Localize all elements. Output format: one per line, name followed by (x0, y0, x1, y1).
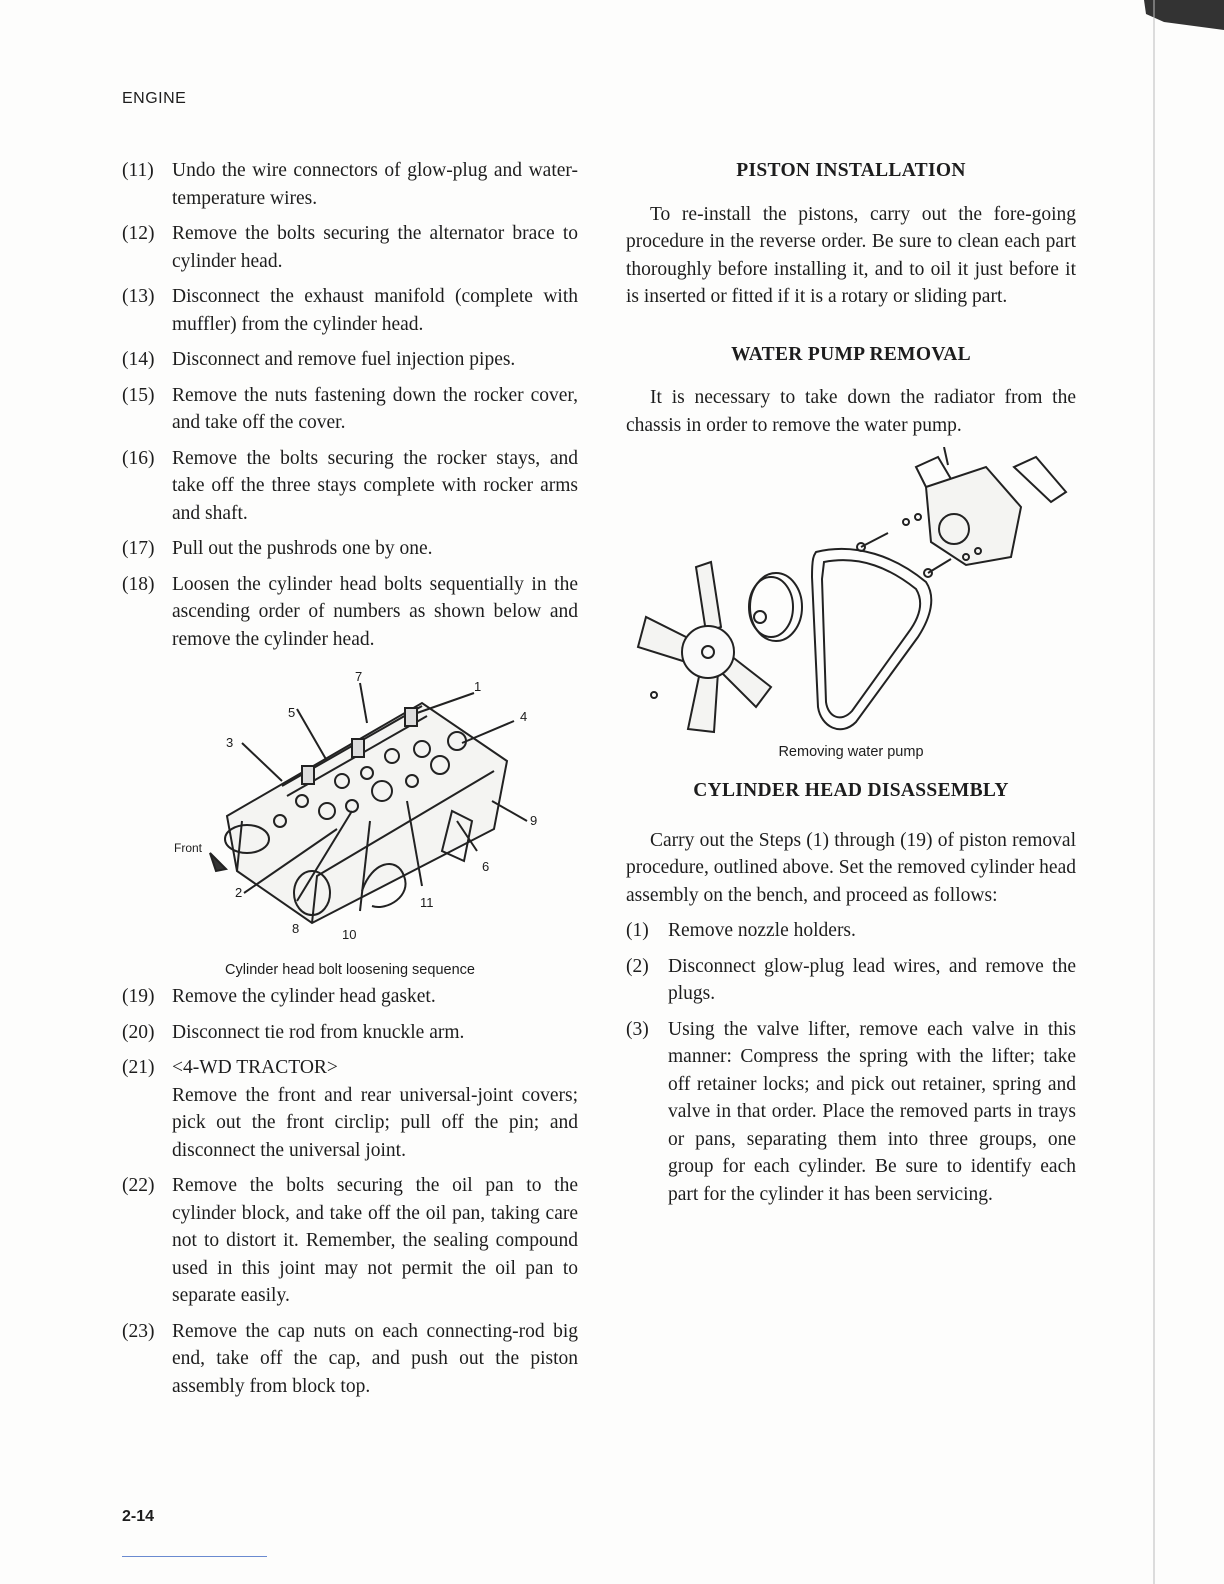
disassembly-steps-list (626, 917, 1076, 1208)
section-header: ENGINE (122, 90, 187, 107)
disassembly-step-2: (2) Disconnect glow-plug lead wires, and remove the plugs. (626, 955, 1076, 1004)
callout-1: 1 (474, 679, 482, 694)
right-column (626, 157, 1076, 1216)
water-pump-caption: Removing water pump (778, 744, 924, 760)
step-18: (18) Loosen the cylinder head bolts sequentially in the ascending order of numbers as shown below and remove the cylinder head. (122, 573, 578, 650)
step-11: (11) Undo the wire connectors of glow-plug and water-temperature wires. (122, 160, 578, 209)
step-21: (21) <4-WD TRACTOR> Remove the front and rear universal-joint covers; pick out the front circlip; pull off the pin; and disconnect the universal joint. (122, 1057, 578, 1161)
water-pump-figure (626, 439, 1076, 769)
water-pump-text: It is necessary to take down the radiator from the chassis in order to remove the water pump. (626, 387, 1076, 436)
step-12: (12) Remove the bolts securing the alternator brace to cylinder head. (122, 223, 578, 272)
step-23: (23) Remove the cap nuts on each connecting-rod big end, take off the cap, and push out the piston assembly from block top. (122, 1320, 578, 1397)
water-pump-heading: WATER PUMP REMOVAL (731, 343, 971, 365)
steps-after-list (122, 983, 578, 1400)
step-20: (20) Disconnect tie rod from knuckle arm. (122, 1021, 465, 1043)
water-pump-diagram (626, 447, 1076, 737)
disassembly-step-1: (1) Remove nozzle holders. (626, 920, 856, 941)
piston-installation-text: To re-install the pistons, carry out the fore-going procedure in the reverse order. Be sure to clean each part thoroughly before installing it, and to oil it just before it is inserted or fitted if it is a rotary or sliding part. (626, 203, 1076, 307)
cylinder-head-caption: Cylinder head bolt loosening sequence (225, 962, 475, 978)
steps-before-list (122, 157, 578, 653)
page-number: 2-14 (122, 1508, 155, 1525)
callout-11: 11 (420, 895, 434, 910)
step-17: (17) Pull out the pushrods one by one. (122, 538, 433, 559)
cylinder-head-disassembly-text: Carry out the Steps (1) through (19) of piston removal procedure, outlined above. Set the removed cylinder head assembly on the bench, and proceed as follows: (626, 829, 1076, 906)
callout-3: 3 (226, 735, 234, 750)
step-13: (13) Disconnect the exhaust manifold (complete with muffler) from the cylinder head. (122, 286, 578, 335)
callout-5: 5 (288, 705, 296, 720)
cylinder-head-diagram (122, 661, 578, 951)
callout-6: 6 (482, 859, 490, 874)
front-label: Front (174, 841, 203, 855)
callout-9: 9 (530, 813, 538, 828)
step-15: (15) Remove the nuts fastening down the rocker cover, and take off the cover. (122, 384, 578, 433)
callout-8: 8 (292, 921, 300, 936)
callout-7: 7 (355, 669, 363, 684)
callout-2: 2 (235, 885, 243, 900)
left-column (122, 157, 578, 1408)
scan-edge-shadow (1124, 0, 1224, 1584)
step-19: (19) Remove the cylinder head gasket. (122, 986, 436, 1007)
callout-10: 10 (342, 927, 357, 942)
step-14: (14) Disconnect and remove fuel injection pipes. (122, 349, 516, 370)
callout-4: 4 (520, 709, 528, 724)
step-22: (22) Remove the bolts securing the oil pan to the cylinder block, and take off the oil pan, taking care not to distort it. Remember, the sealing compound used in this joint may not permit the oil pan to separate easily. (122, 1175, 578, 1306)
cylinder-head-disassembly-heading: CYLINDER HEAD DISASSEMBLY (693, 780, 1009, 801)
step-16: (16) Remove the bolts securing the rocker stays, and take off the three stays complete with rocker arms and shaft. (122, 447, 578, 524)
footer-rule (122, 1556, 267, 1557)
cylinder-head-figure (122, 661, 578, 983)
disassembly-step-3: (3) Using the valve lifter, remove each valve in this manner: Compress the spring with the lifter; take off retainer locks; and pick out retainer, spring and valve in that order. Place the removed parts in trays or pans, separating them into three groups, one group for each cylinder. Be sure to identify each part for the cylinder it has been servicing. (626, 1018, 1076, 1205)
piston-installation-heading: PISTON INSTALLATION (736, 160, 966, 181)
